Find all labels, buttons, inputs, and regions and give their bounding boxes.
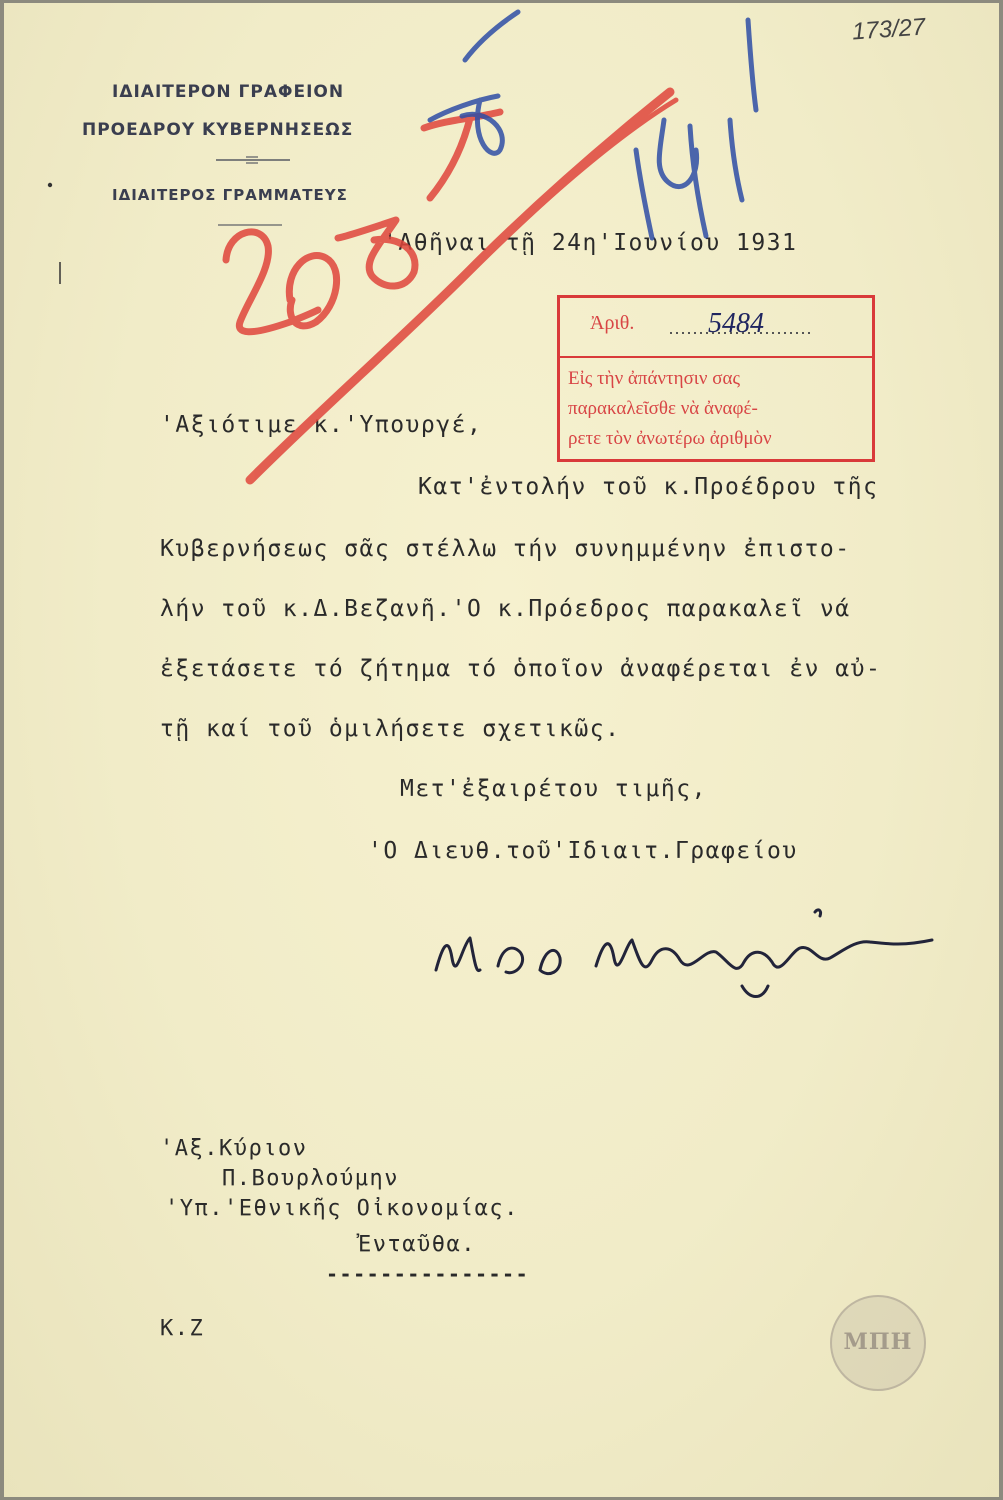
body-line-4: ἐξετάσετε τό ζήτημα τό ὁποῖον ἀναφέρεται ἐν αὐ- — [160, 656, 882, 682]
date-line: 'Αθῆναι τῇ 24η'Ιουνίου 1931 — [383, 230, 798, 256]
letterhead-divider — [216, 157, 290, 225]
typist-initials: Κ.Ζ — [160, 1316, 205, 1341]
stamp-text-line-1: Εἰς τὴν ἀπάντησιν σας — [568, 368, 740, 389]
body-line-2: Κυβερνήσεως σᾶς στέλλω τήν συνημμένην ἐπιστο- — [160, 536, 851, 562]
address-line-4: Ἐνταῦθα. — [358, 1232, 476, 1257]
letterhead-office: ΙΔΙΑΙΤΕΡΟΝ ΓΡΑΦΕΙΟΝ — [112, 82, 345, 102]
stamp-text-line-2: παρακαλεῖσθε νὰ ἀναφέ- — [568, 398, 758, 419]
body-line-1: Κατ'ἐντολήν τοῦ κ.Προέδρου τῆς — [418, 474, 879, 500]
blue-handwritten-number — [430, 12, 756, 238]
seal-monogram: ΜΠΗ — [843, 1329, 913, 1355]
address-line-3: 'Υπ.'Εθνικῆς Οἰκονομίας. — [165, 1196, 519, 1221]
stamp-text-line-3: ρετε τὸν ἀνωτέρω ἀριθμὸν — [568, 428, 772, 449]
address-line-1: 'Αξ.Κύριον — [160, 1136, 308, 1161]
closing: Μετ'ἐξαιρέτου τιμῆς, — [400, 776, 707, 802]
archive-number: 173/27 — [850, 13, 926, 46]
letterhead-secretary: ΙΔΙΑΙΤΕΡΟΣ ΓΡΑΜΜΑΤΕΥΣ — [112, 186, 348, 204]
letterhead-presidency: ΠΡΟΕΔΡΟΥ ΚΥΒΕΡΝΗΣΕΩΣ — [82, 120, 354, 140]
address-rule: --------------- — [326, 1262, 530, 1286]
signature — [436, 910, 932, 997]
stamp-number-label: Ἀριθ. — [590, 312, 635, 334]
address-line-2: Π.Βουρλούμην — [222, 1166, 399, 1191]
punch-dot — [48, 183, 52, 187]
stamp-number: 5484 — [708, 308, 764, 339]
salutation: 'Αξιότιμε κ.'Υπουργέ, — [160, 412, 483, 438]
signature-title: 'Ο Διευθ.τοῦ'Ιδιαιτ.Γραφείου — [368, 838, 798, 864]
red-handwritten-number — [226, 92, 676, 480]
body-line-5: τῇ καί τοῦ ὁμιλήσετε σχετικῶς. — [160, 716, 621, 742]
body-line-3: λήν τοῦ κ.Δ.Βεζανῆ.'Ο κ.Πρόεδρος παρακαλεῖ νά — [160, 596, 851, 622]
